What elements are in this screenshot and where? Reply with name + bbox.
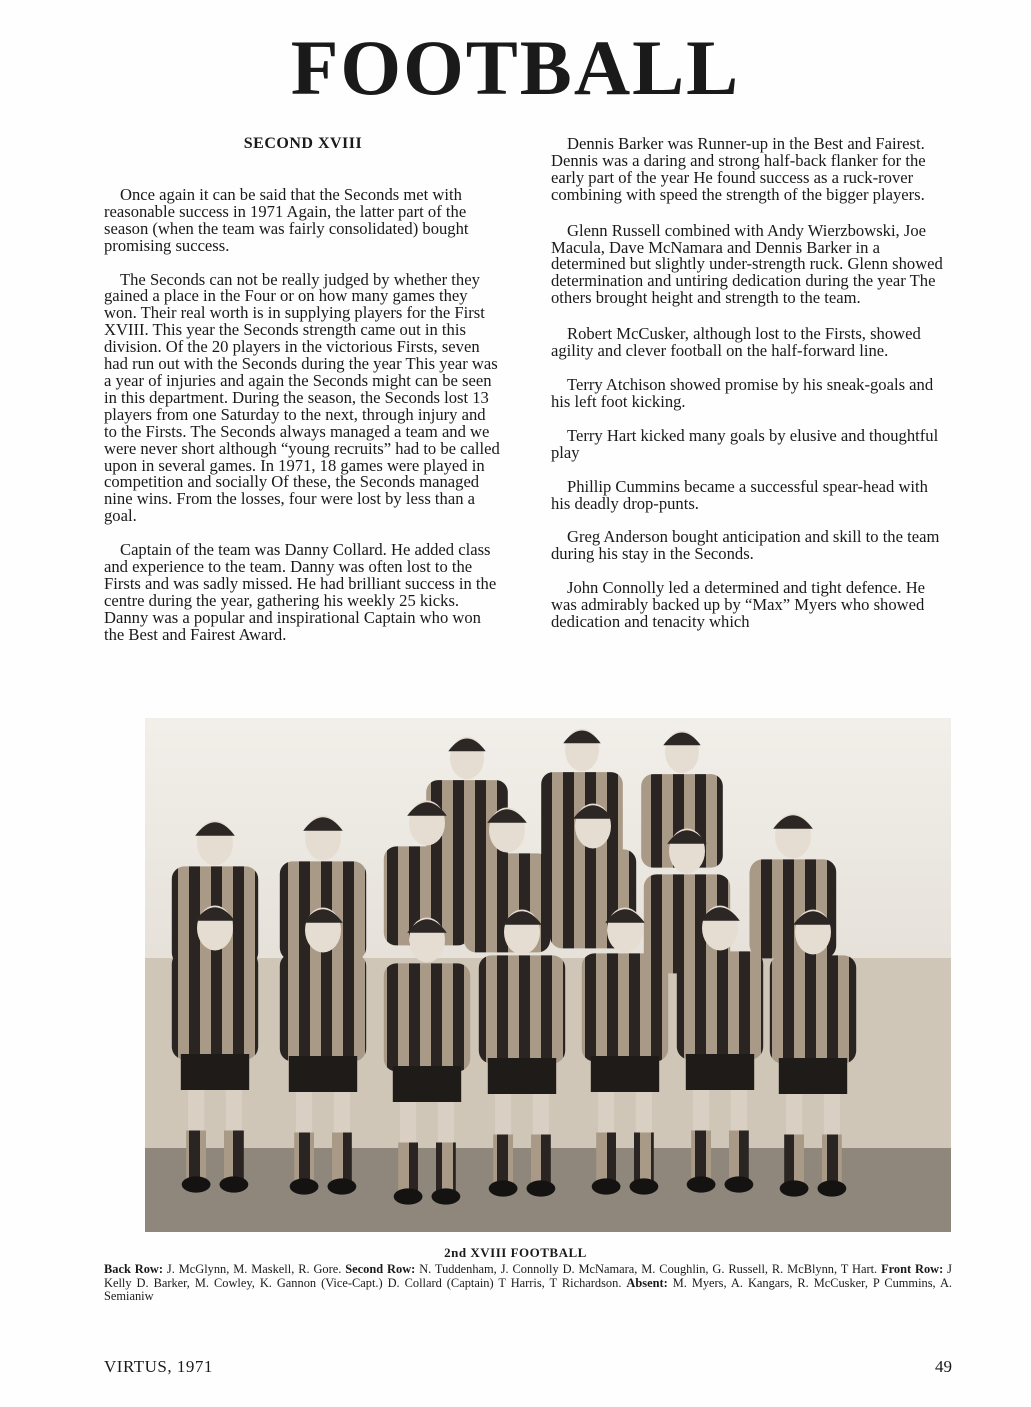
caption-text: M. Myers, A. Kangars, R. McCusker, P Cummins, A. Semianiw: [104, 1275, 952, 1303]
paragraph: Dennis Barker was Runner-up in the Best and Fairest. Dennis was a daring and strong half-back flanker for the early part of the year He found success as a ruck-rover combining with speed the strength of the bigger players.: [551, 134, 926, 204]
paragraph: Terry Hart kicked many goals by elusive and thoughtful play: [551, 425, 939, 462]
paragraph: Robert McCusker, although lost to the Firsts, showed agility and clever football on the half-forward line.: [551, 324, 921, 361]
caption-text: J. McGlynn, M. Maskell, R. Gore.: [162, 1262, 346, 1276]
page-number: 49: [935, 1357, 952, 1376]
caption-title: 2nd XVIII FOOTBALL: [444, 1245, 587, 1260]
paragraph: Glenn Russell combined with Andy Wierzbowski, Joe Macula, Dave McNamara and Dennis Barker in a determined but slightly under-strength ruck. Glenn showed determination and untiring dedication during the year The others brought height and strength to the team.: [551, 220, 943, 308]
team-photo-illustration: [145, 718, 951, 1232]
paragraph: Once again it can be said that the Seconds met with reasonable success in 1971 Again, the latter part of the season (when the team was fairly consolidated) bought promising success.: [104, 184, 469, 255]
paragraph: Phillip Cummins became a successful spear-head with his deadly drop-punts.: [551, 476, 928, 513]
paragraph: Terry Atchison showed promise by his sneak-goals and his left foot kicking.: [551, 374, 934, 411]
caption-text: J Kelly D. Barker, M. Cowley, K. Gannon (Vice-Capt.) D. Collard (Captain) T Harris, T Richardson.: [104, 1262, 953, 1290]
caption-label: Second Row:: [345, 1262, 416, 1276]
caption-text: N. Tuddenham, J. Connolly D. McNamara, M. Coughlin, G. Russell, R. McBlynn, T Hart.: [415, 1262, 882, 1276]
paragraph: Captain of the team was Danny Collard. He added class and experience to the team. Danny was often lost to the Firsts and was sadly missed. He had brilliant success in the centre during the year, gathering his weekly 25 kicks. Danny was a popular and inspirational Captain who won the Best and Fairest Award.: [104, 540, 497, 644]
footer-publication: VIRTUS, 1971: [104, 1357, 213, 1376]
caption-label: Back Row:: [104, 1262, 163, 1276]
paragraph: Greg Anderson bought anticipation and skill to the team during his stay in the Seconds.: [551, 527, 940, 564]
caption-label: Front Row:: [881, 1262, 944, 1276]
team-photo: [145, 718, 951, 1232]
paragraph: John Connolly led a determined and tight defence. He was admirably backed up by “Max” Myers who showed dedication and tenacity which: [551, 578, 926, 632]
left-column: [104, 136, 502, 661]
page-title: FOOTBALL: [290, 24, 741, 111]
paragraph: The Seconds can not be really judged by whether they gained a place in the Four or on how many games they won. Their real worth is in supplying players for the First XVIII. This year the Seconds strength came out in this division. Of the 20 players in the victorious Firsts, seven had run out with the Seconds during the year This year was a year of injuries and again the Seconds might can be seen in this department. During the season, the Seconds lost 13 players from one Saturday to the next, through injury and to the Firsts. The Seconds always managed a team and we were never short although “young recruits” had to be called upon in several games. In 1971, 18 games were played in competition and socially Of these, the Seconds managed nine wins. From the losses, four were lost by less than a goal.: [104, 269, 500, 526]
right-column: [551, 136, 949, 648]
photo-caption: [104, 1263, 952, 1304]
caption-label: Absent:: [626, 1275, 668, 1290]
section-heading: SECOND XVIII: [243, 135, 363, 152]
